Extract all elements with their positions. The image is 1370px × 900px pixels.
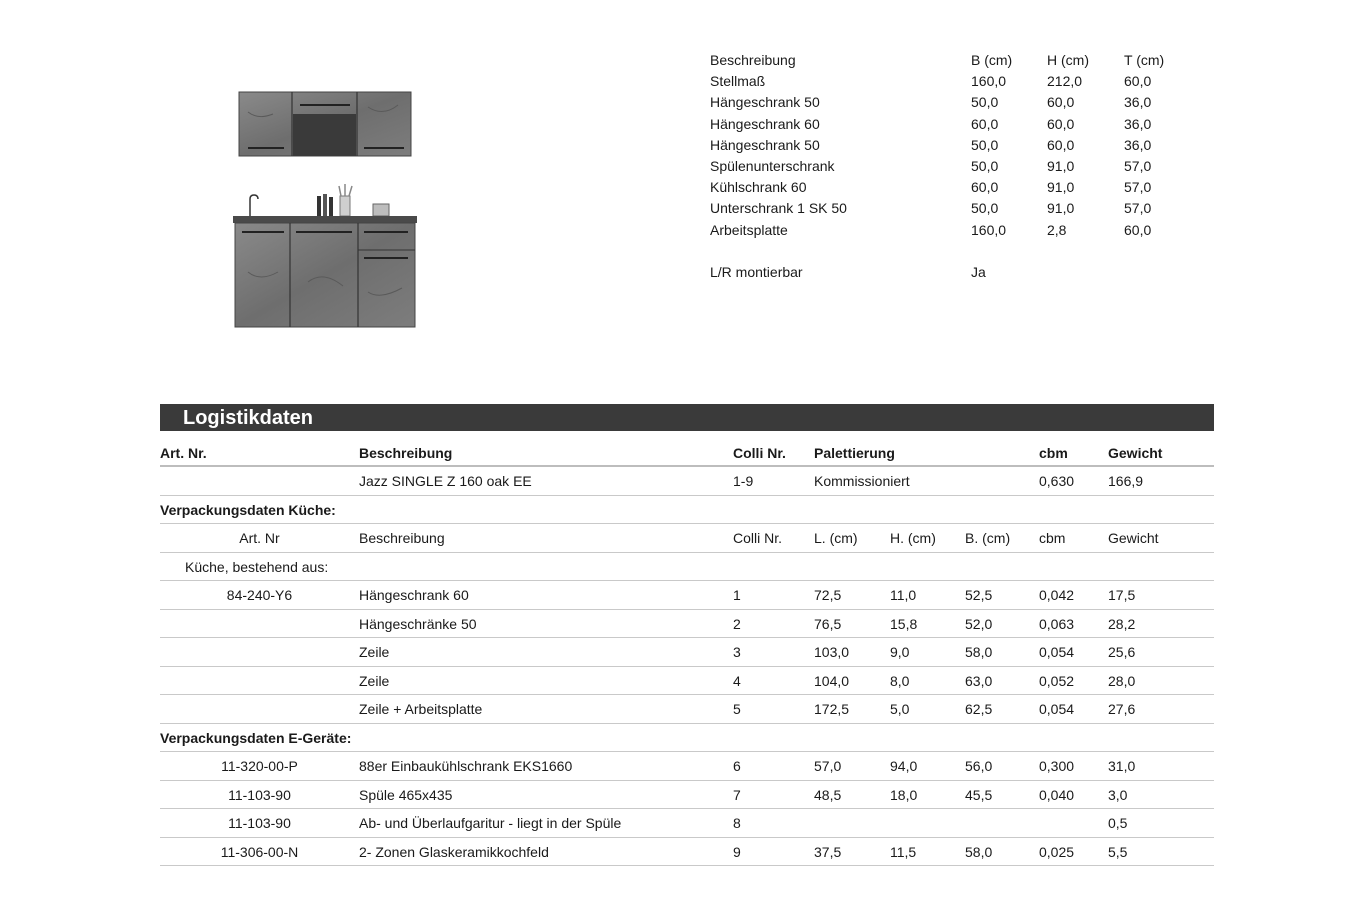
kitchen-product-image [228, 82, 428, 332]
section-devices-row [160, 724, 1214, 753]
subheader-laenge: L. (cm) [814, 530, 858, 546]
cell-hoehe: 94,0 [890, 758, 918, 774]
cell-art: 11-306-00-N [220, 843, 299, 860]
header-colli: Colli Nr. [733, 445, 786, 461]
subheader-beschreibung: Beschreibung [359, 530, 445, 546]
cell-art: 11-103-90 [228, 815, 291, 831]
product-beschreibung: Jazz SINGLE Z 160 oak EE [359, 473, 532, 489]
dim-cell: 50,0 [971, 200, 999, 217]
section-kitchen-label: Verpackungsdaten Küche: [160, 501, 336, 518]
cell-gewicht: 28,2 [1108, 615, 1136, 632]
cell-breite: 58,0 [965, 843, 993, 860]
cell-breite: 63,0 [965, 672, 993, 689]
cell-beschreibung: Zeile [359, 672, 390, 689]
cell-cbm: 0,025 [1039, 843, 1075, 860]
cell-gewicht: 3,0 [1108, 786, 1128, 803]
cell-hoehe: 8,0 [890, 672, 910, 689]
dim-cell: 50,0 [971, 157, 999, 174]
table-row [160, 638, 1214, 667]
cell-breite: 56,0 [965, 758, 993, 774]
cell-colli: 6 [733, 758, 741, 774]
cell-cbm: 0,063 [1039, 615, 1075, 632]
cell-hoehe: 11,5 [890, 843, 917, 860]
dim-cell: 212,0 [1047, 73, 1083, 90]
cell-beschreibung: 88er Einbaukühlschrank EKS1660 [359, 758, 573, 774]
dim-cell: 2,8 [1047, 221, 1067, 238]
cell-gewicht: 5,5 [1108, 843, 1128, 860]
dim-cell: Stellmaß [710, 73, 766, 90]
dim-header-hoehe: H (cm) [1047, 52, 1089, 68]
dim-cell: Arbeitsplatte [710, 221, 788, 238]
dim-cell: 60,0 [971, 179, 999, 196]
kitchen-note: Küche, bestehend aus: [185, 558, 329, 575]
cell-gewicht: 31,0 [1108, 758, 1136, 774]
table-row [160, 610, 1214, 639]
cell-breite: 58,0 [965, 644, 993, 660]
subheader-art: Art. Nr [239, 530, 280, 546]
cell-art: 11-103-90 [228, 786, 291, 803]
table-row [160, 838, 1214, 867]
cell-cbm: 0,052 [1039, 672, 1075, 689]
header-cbm: cbm [1039, 445, 1068, 461]
dim-cell: 57,0 [1124, 200, 1152, 217]
cell-cbm: 0,054 [1039, 701, 1075, 717]
section-kitchen-row [160, 496, 1214, 525]
dim-cell: Hängeschrank 50 [710, 94, 820, 111]
cell-hoehe: 11,0 [890, 587, 917, 603]
section-devices-label: Verpackungsdaten E-Geräte: [160, 729, 352, 746]
dim-cell: 36,0 [1124, 94, 1152, 111]
dim-cell: 60,0 [1047, 115, 1075, 132]
cell-laenge: 172,5 [814, 701, 850, 717]
dim-header-beschreibung: Beschreibung [710, 52, 796, 68]
cell-colli: 1 [733, 587, 741, 603]
cell-hoehe: 5,0 [890, 701, 910, 717]
cell-beschreibung: Spüle 465x435 [359, 786, 453, 803]
cell-cbm: 0,300 [1039, 758, 1075, 774]
cell-laenge: 72,5 [814, 587, 842, 603]
cell-hoehe: 9,0 [890, 644, 910, 660]
cell-breite: 62,5 [965, 701, 993, 717]
dim-cell: 91,0 [1047, 157, 1075, 174]
dim-cell: 57,0 [1124, 157, 1152, 174]
subheader-cbm: cbm [1039, 530, 1066, 546]
cell-beschreibung: Hängeschrank 60 [359, 587, 469, 603]
cell-hoehe: 18,0 [890, 786, 918, 803]
cell-breite: 45,5 [965, 786, 993, 803]
table-row [160, 809, 1214, 838]
cell-beschreibung: Zeile + Arbeitsplatte [359, 701, 483, 717]
cell-hoehe: 15,8 [890, 615, 918, 632]
dim-cell: 60,0 [1047, 94, 1075, 111]
header-beschreibung: Beschreibung [359, 445, 453, 461]
cell-colli: 5 [733, 701, 741, 717]
dim-cell: 50,0 [971, 136, 999, 153]
cell-colli: 8 [733, 815, 741, 831]
cell-beschreibung: Zeile [359, 644, 390, 660]
dim-cell: 160,0 [971, 73, 1007, 90]
dim-cell: 60,0 [1124, 73, 1152, 90]
subheader-row [160, 524, 1214, 553]
cell-gewicht: 0,5 [1108, 815, 1128, 831]
mount-label: L/R montierbar [710, 263, 803, 280]
dim-cell: 60,0 [971, 115, 999, 132]
subheader-colli: Colli Nr. [733, 530, 783, 546]
dim-header-tiefe: T (cm) [1124, 52, 1165, 68]
product-gewicht: 166,9 [1108, 473, 1144, 489]
cell-colli: 7 [733, 786, 741, 803]
logistics-title-bar [160, 404, 1214, 431]
table-row [160, 752, 1214, 781]
cell-cbm: 0,054 [1039, 644, 1075, 660]
cell-laenge: 103,0 [814, 644, 850, 660]
dim-cell: Kühlschrank 60 [710, 179, 807, 196]
cell-laenge: 48,5 [814, 786, 842, 803]
table-row [160, 667, 1214, 696]
cell-colli: 4 [733, 672, 741, 689]
product-cbm: 0,630 [1039, 473, 1075, 489]
cell-colli: 9 [733, 843, 741, 860]
cell-gewicht: 17,5 [1108, 587, 1136, 603]
dim-cell: Hängeschrank 50 [710, 136, 820, 153]
dim-cell: Unterschrank 1 SK 50 [710, 200, 847, 217]
dim-cell: 57,0 [1124, 179, 1152, 196]
dim-cell: 36,0 [1124, 115, 1152, 132]
cell-art: 84-240-Y6 [226, 587, 293, 603]
product-colli: 1-9 [733, 473, 754, 489]
header-art-nr: Art. Nr. [160, 445, 207, 461]
logistics-header-row [160, 439, 1214, 467]
dim-cell: 91,0 [1047, 179, 1075, 196]
cell-beschreibung: Ab- und Überlaufgaritur - liegt in der Spüle [359, 815, 622, 831]
subheader-breite: B. (cm) [965, 530, 1011, 546]
dim-cell: Hängeschrank 60 [710, 115, 820, 132]
cell-gewicht: 25,6 [1108, 644, 1136, 660]
table-row [160, 781, 1214, 810]
cell-laenge: 76,5 [814, 615, 842, 632]
mount-value: Ja [971, 263, 986, 280]
cell-colli: 2 [733, 615, 741, 632]
dim-cell: 160,0 [971, 221, 1007, 238]
header-palettierung: Palettierung [814, 445, 895, 461]
cell-breite: 52,5 [965, 587, 993, 603]
dim-cell: Spülenunterschrank [710, 157, 835, 174]
product-row [160, 467, 1214, 496]
header-gewicht: Gewicht [1108, 445, 1163, 461]
cell-laenge: 104,0 [814, 672, 850, 689]
cell-laenge: 57,0 [814, 758, 842, 774]
logistics-table [160, 439, 1214, 866]
cell-cbm: 0,040 [1039, 786, 1075, 803]
kitchen-note-row [160, 553, 1214, 582]
table-row [160, 695, 1214, 724]
table-row [160, 581, 1214, 610]
cell-gewicht: 28,0 [1108, 672, 1136, 689]
subheader-gewicht: Gewicht [1108, 530, 1159, 546]
dim-cell: 36,0 [1124, 136, 1152, 153]
cell-gewicht: 27,6 [1108, 701, 1136, 717]
subheader-hoehe: H. (cm) [890, 530, 936, 546]
cell-breite: 52,0 [965, 615, 993, 632]
cell-beschreibung: 2- Zonen Glaskeramikkochfeld [359, 843, 549, 860]
cell-beschreibung: Hängeschränke 50 [359, 615, 477, 632]
product-palettierung: Kommissioniert [814, 473, 910, 489]
dim-header-breite: B (cm) [971, 52, 1013, 68]
logistics-title: Logistikdaten [183, 407, 314, 429]
dim-cell: 60,0 [1047, 136, 1075, 153]
dim-cell: 60,0 [1124, 221, 1152, 238]
cell-cbm: 0,042 [1039, 587, 1075, 603]
dim-cell: 50,0 [971, 94, 999, 111]
cell-art: 11-320-00-P [221, 758, 298, 774]
dim-cell: 91,0 [1047, 200, 1075, 217]
cell-colli: 3 [733, 644, 741, 660]
cell-laenge: 37,5 [814, 843, 842, 860]
